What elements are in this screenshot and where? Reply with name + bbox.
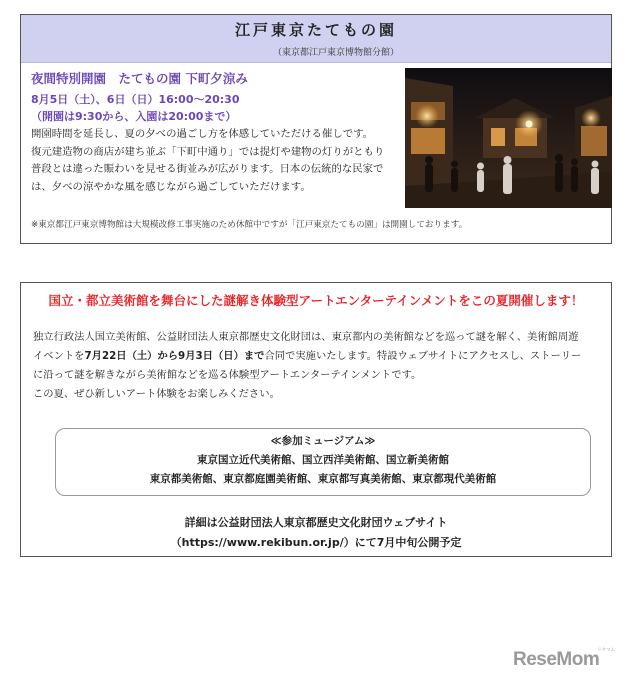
description-line: 開園時間を延長し、夏の夕べの過ごし方を体感していただける催しです。 — [31, 128, 374, 140]
art-mystery-event-card — [20, 282, 612, 557]
event-description — [31, 126, 411, 196]
detail-line: （https://www.rekibun.or.jp/）にて7月中旬公開予定 — [170, 536, 462, 549]
photo-illustration — [405, 68, 612, 208]
body-line: 独立行政法人国立美術館、公益財団法人東京都歴史文化財団は、東京都内の美術館などを巡って謎を解く、美術館周遊 — [33, 331, 579, 343]
museums-title: ≪参加ミュージアム≫ — [270, 435, 376, 447]
svg-text:リセマム: リセマム — [597, 648, 615, 653]
body-text: イベントを — [33, 350, 85, 362]
card-title: 江戸東京たてもの園 — [234, 21, 397, 39]
description-line: 復元建造物の商店が建ち並ぶ「下町中通り」では提灯や建物の灯りがともり — [31, 145, 385, 158]
event-headline: 国立・都立美術館を舞台にした謎解き体験型アートエンターテインメントをこの夏開催します！ — [48, 293, 584, 308]
body-line: に沿って謎を解きながら美術館などを巡る体験型アートエンターテインメントです。 — [33, 369, 422, 381]
resemom-logo-mark — [513, 645, 617, 669]
event-date: 8月5日（土）、6日（日）16:00～20:30 — [31, 93, 240, 106]
card-header — [21, 15, 611, 63]
card-subtitle: （東京都江戸東京博物館分館） — [272, 48, 399, 58]
svg-text:ReseMom: ReseMom — [513, 649, 600, 669]
description-line: 普段とは違った賑わいを見せる街並みが広がります。日本の伝統的な民家で — [31, 163, 384, 175]
museums-line: 東京国立近代美術館、国立西洋美術館、国立新美術館 — [197, 454, 449, 466]
event-title: 夜間特別開園 たてもの園 下町夕涼み — [31, 71, 248, 86]
detail-line: 詳細は公益財団法人東京都歴史文化財団ウェブサイト — [184, 516, 448, 529]
participating-museums-box — [55, 428, 591, 496]
body-line — [33, 347, 605, 366]
museums-line: 東京都美術館、東京都庭園美術館、東京都写真美術館、東京都現代美術館 — [149, 473, 497, 485]
closure-footnote: ※東京都江戸東京博物館は大規模改修工事実施のため休館中ですが「江戸東京たてもの園」は開園しております。 — [31, 220, 468, 230]
resemom-logo — [513, 645, 617, 669]
description-line: は、夕べの涼やかな風を感じながら過ごしていただけます。 — [31, 180, 311, 193]
body-text: 合同で実施いたします。特設ウェブサイトにアクセスし、ストーリー — [264, 350, 582, 362]
night-street-photo — [405, 68, 612, 208]
event-body — [33, 328, 605, 404]
detail-info — [21, 513, 611, 553]
event-note: （開園は9:30から、入園は20:00まで） — [31, 110, 237, 123]
event-period: 7月22日（土）から9月3日（日）まで — [84, 350, 265, 362]
tatemono-en-card — [20, 14, 612, 244]
body-line: この夏、ぜひ新しいアート体験をお楽しみください。 — [33, 388, 280, 400]
